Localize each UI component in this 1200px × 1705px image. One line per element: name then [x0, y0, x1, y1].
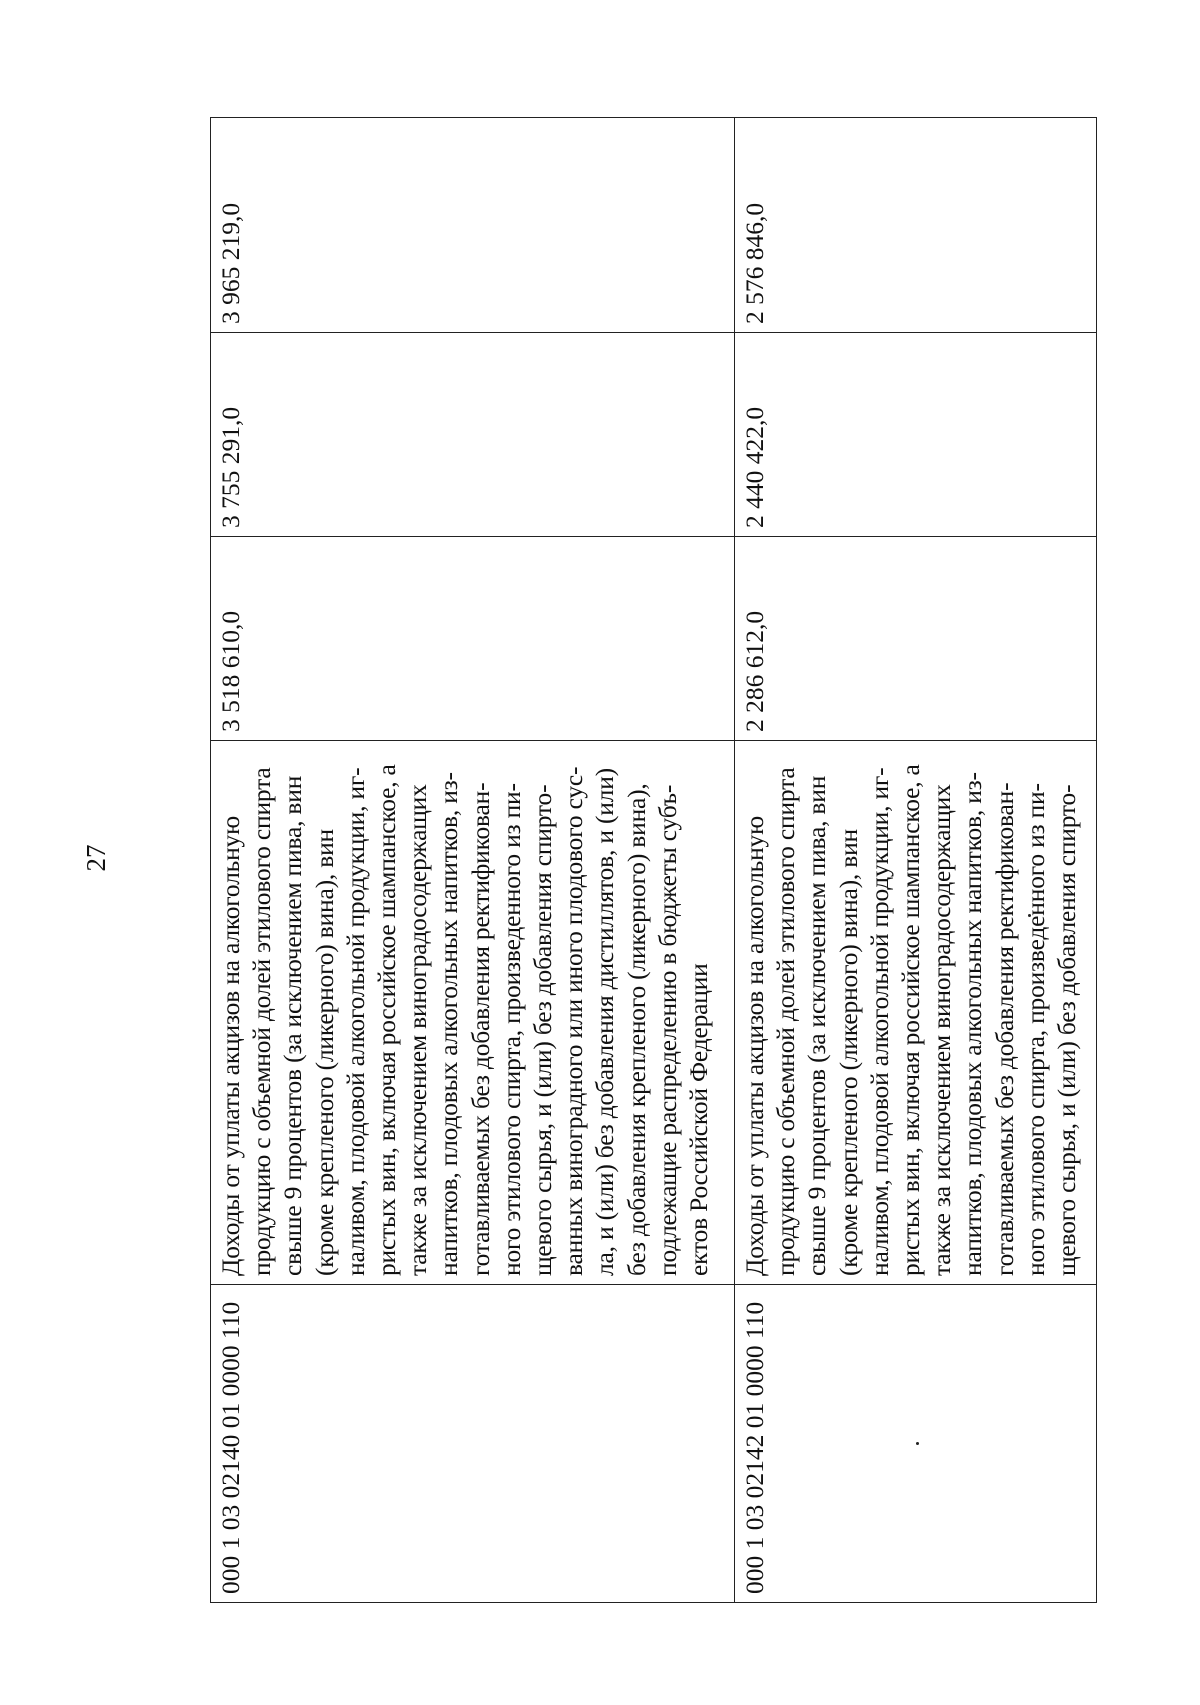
- amount-cell: 2 286 612,0: [735, 537, 1097, 741]
- amount-cell: 2 440 422,0: [735, 333, 1097, 537]
- revenue-name-text: Доходы от уплаты акцизов на алкогольную продукцию с объемной долей этилового спирта свыше 9 процентов (за исключением пива, вин (кроме крепленого (ликерного) вина), вин наливом, плодовой алкогольной продукции, иг- ристых вин, включая российское шампанское, а также за исключением виноградосодержащих напитков, плодовых алкогольных напитков, из- готавливаемых без добавления ректификован- ного этилового спирта, произведенного из пи- щевого сырья, и (или) без добавления спирто- ванных виноградного или иного плодового сус- ла, и (или) без добавления дистиллятов, и (или) без добавления крепленого (ликерного) вина), подлежащие распределению в бюджеты субъ- ектов Российской Федерации: [216, 764, 714, 1276]
- revenue-table-container: [210, 118, 1096, 1603]
- revenue-table: [210, 117, 1097, 1603]
- amount-cell: 2 576 846,0: [735, 118, 1097, 333]
- revenue-name-text: Доходы от уплаты акцизов на алкогольную продукцию с объемной долей этилового спирта свыше 9 процентов (за исключением пива, вин (кроме крепленого (ликерного) вина), вин наливом, плодовой алкогольной продукции, иг- ристых вин, включая российское шампанское, а также за исключением виноградосодержащих напитков, плодовых алкогольных напитков, из- готавливаемых без добавления ректификован- ного этилового спирта, произведенного из пи- щевого сырья, и (или) без добавления спирто-: [740, 764, 1082, 1276]
- page-number: 27: [81, 844, 111, 872]
- amount-cell: 3 755 291,0: [211, 333, 735, 537]
- budget-code-cell: 000 1 03 02142 01 0000 110: [735, 1285, 1097, 1603]
- revenue-name-cell: [735, 741, 1097, 1285]
- table-row: [211, 118, 735, 1603]
- revenue-name-cell: [211, 741, 735, 1285]
- budget-code-cell: 000 1 03 02140 01 0000 110: [211, 1285, 735, 1603]
- amount-cell: 3 965 219,0: [211, 118, 735, 333]
- table-row: [735, 118, 1097, 1603]
- amount-cell: 3 518 610,0: [211, 537, 735, 741]
